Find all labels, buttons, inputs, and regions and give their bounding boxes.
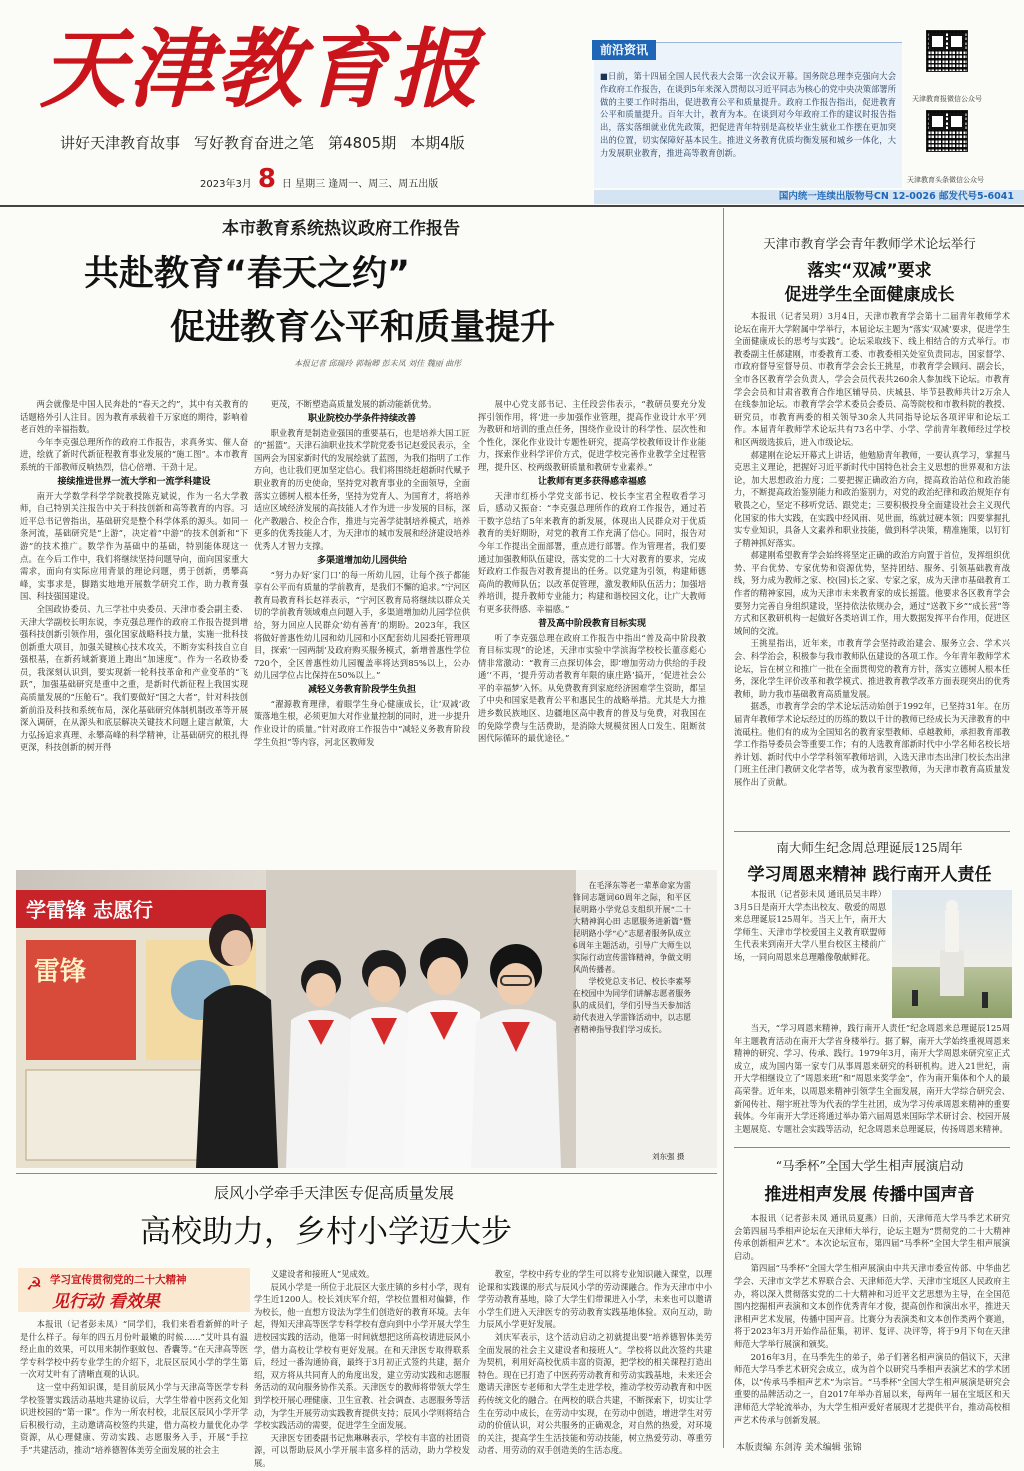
lead-column-3 [478,398,706,860]
paragraph: 职业教育是制造业强国的重要基石，也是培养大国工匠的“摇篮”。天津石油职业技术学院党委书记赵爱民表示，全国两会为国家新时代的发展绘就了蓝图，为我们指明了工作方向，也让我们更加坚定信心。我们将围绕赶超新时代赋予职业教育的历史使命，坚持党对教育事业的全面领导，全面落实立德树人根本任务，坚持为党育人、为国育才，将培养适应区域经济发展的高技能人才作为进一步发展的目标，深化产教融合、校企合作，推进与完善学徒制培养模式，培养更多的优秀技能人才，为天津市的城市发展和经济建设培养优秀人才智力支撑。 [254,427,470,551]
side1-body [734,310,1010,828]
paragraph: 2016年3月，在马季先生的弟子，弟子们著名相声演员的倡议下，天津师范大学马季艺术研究会成立，成为首个以研究马季相声表演艺术的学术团体，以“传承马季相声艺术”为宗旨。“马季杯”全国大学生相声展演是研究会重要的品牌活动之一，自2017年举办首届以来，每两年一届在宝坻区和天津师范大学轮流举办，为大学生相声爱好者展现才艺提供平台，推动高校相声艺术传承与创新发展。 [734,1351,1010,1425]
paragraph: 听了李克强总理在政府工作报告中指出“普及高中阶段教育目标实现”的论述，天津市实验中学滨海学校校长董彦彪心情非常激动：“教育三点探切体会，即‘增加劳动力供给的手段通’‘不再，‘提升劳动者教育年限的康庄路’搞开，‘促进社会公平的幸福梦’入怀。从免费教育到家庭经济困难学生资助，都呈了中央和国家是教育公平和惠民生的战略举措。尤其是大力推进乡数民族地区、边疆地区高中教育的普及与免费，对我国在的免除学费与生活费助，是消除大规模贫困人口发生、阻断贫困代际循环的最优途径。” [478,632,706,744]
poster-title: 雷锋 [34,957,87,987]
statue-illustration [892,890,1012,1018]
page-footer-credits: 本版责编 东剑涛 美术编辑 张锦 [736,1443,862,1453]
second-column-1 [20,1318,248,1455]
dateline [200,164,439,194]
caption-paragraph: 在毛泽东等老一辈革命家为雷锋同志题词60周年之际，和平区昆明路小学党总支组织开展“二十大精神润心田 志愿服务进新篇”暨昆明路小学“心”志愿者服务队成立6周年主题活动，引导广大师生以实际行动宣传雷锋精神，争做文明风尚传播者。 [573,881,691,974]
qr-label-2: 天津教育头条微信公众号 [907,176,984,184]
qr-label-1: 天津教育报微信公众号 [912,95,982,103]
subhead: 多渠道增加幼儿园供给 [316,555,407,566]
visitor [912,990,918,1006]
side1-headline-1: 落实“双减”要求 [807,261,932,281]
paragraph: “努力办好‘家门口’的每一所幼儿园，让每个孩子都能享有公平而有质量的学前教育，是我们不懈的追求。”宁河区教育局教育科长赵祥表示，“宁河区教育局将继续以群众关切的学前教育领域难点问题入手，多渠道增加幼儿园学位供给，努力回应人民群众‘幼有善育’的期盼。2023年，我区将做好普惠性幼儿园和幼儿园和小区配套幼儿园委托管理项目，探索‘一园两制’及政府购买服务模式，新增普惠性学位720个，全区普惠性幼儿园覆盖率将达到85%以上，公办幼儿园学位占比保持在50%以上。” [254,569,470,681]
page-count: 本期4版 [410,134,465,152]
teacher-body [196,985,278,1168]
side1b-headline: 学习周恩来精神 践行南开人责任 [747,865,992,885]
paragraph: 今年李克强总理所作的政府工作报告，求真务实、催人奋进，绘就了新时代新征程教育事业发展的“施工图”。本市教育系统的干部教师反响热烈，信心倍增、干劲十足。 [20,436,248,472]
paragraph: 辰风小学是一所位于北辰区大张庄镇的乡村小学，现有学生近1200人。校长刘庆军介绍，学校位置相对偏僻，作为校长，他一直想方设法为学生们创造好的教育环境。去年起，得知天津高等医学专科学校有意向到中小学开展大学生进校园实践的活动，他第一时间就想把这所高校请进辰风小学，借力高校让学校有更好发展。在和天津医专取得联系后，经过一番沟通协商，最终于3月初正式签约共建，据介绍，双方将从共同育人的角度出发，建立劳动实践和志愿服务活动的双向服务协作关系。天津医专的教师将带领大学生到学校开展心理健康、卫生宣教、社会调查、志愿服务等活动，为学生开展劳动实践教育提供支持；辰风小学则将结合学校实践活动的需要，促进学生全面发展。 [254,1281,470,1431]
statue-photo [892,890,1012,1018]
subhead: 接续推进世界一流大学和一流学科建设 [57,476,211,487]
paragraph: 天津医专团委副书记焦琳琳表示，学校有丰富的社团资源，可以帮助辰风小学开展丰富多样的活动，助力学校发展。 [254,1432,470,1468]
paragraph: 第四届“马季杯”全国大学生相声展演由中共天津市委宣传部、中华曲艺学会、天津市文学艺术界联合会、天津师范大学、天津市宝坻区人民政府主办，将以深入贯彻落实党的二十大精神和习近平文艺思想为主导，在全国范围内挖掘相声表演和文本创作优秀青年才俊，提高创作和演出水平，推进天津相声艺术发展，传播中国声音。比赛分为表演类和文本创作类两个赛道，将于2023年3月开始作品征集，初评、复评、决评等，将于9月下旬在天津师范大学举行展演和颁奖。 [734,1263,1010,1349]
subhead: 职业院校办学条件持续改善 [307,413,416,424]
qr-code-icon [926,110,968,152]
paragraph: 教室，学校中药专业的学生可以将专业知识融入课堂，以理论课和实践课的形式与辰风小学的劳动课融合。作为天津市中小学劳动教育基地，除了大学生们带课进入小学，未来也可以邀请小学生们进入天津医专的劳动教育实践基地体验。双向互动，助力辰风小学更好发展。 [478,1269,712,1330]
paragraph: 据悉，市教育学会的学术论坛活动始创于1992年，已坚持31年。在历届青年教师学术论坛经过的历练的数以千计的教师已经成长为天津教育的中流砥柱。他们有的成为全国知名的教育家型教师、卓越教师，承担教育部教学工作指导委员会等重要工作；有的人选教育部新时代中小学名师名校长培养计划、新时代中小学学科领军教师培训，入选天津市杰出津门校长杰出津门班主任津门教研文化学者等，成为教育家型教师，为天津市教育高质量发展作出了贡献。 [734,701,1010,787]
paragraph: 郝建刚希望教育学会始终将坚定正确的政治方向置于首位，发挥组织优势、平台优势、专家优势和资源优势，坚持团结、服务、引领基础教育战线，努力成为教师之家、校(园)长之家、专家之家，成为天津市基础教育工作者的精神家园，成为天津市未来教育家的成长摇篮。他要求各区教育学会要努力完善自身组织建设，坚持依法依规办会，通过“送教下乡”“成长营”等方式和区教研机构一起做好各类培训工作，用大数据发挥平台作用，促进区域间的交流。 [734,550,1010,636]
statue-pedestal [940,950,964,996]
paragraph: 本报讯（记者彭未凤 通讯员夏燕）日前，天津师范大学马季艺术研究会第四届马季相声论坛在天津师大举行，论坛主题为“贯彻党的二十大精神 传承创新相声艺术”。本次论坛宣布，第四届“马季杯”全国大学生相声展演启动。 [734,1213,1010,1261]
paragraph: “濯源教育理律，着眼学生身心健康成长，让‘双减’政策落地生根，必须更加大对作业量控制的同时，进一步提升作业设计的质量。”针对政府工作报告中“减轻义务教育阶段学生负担”等内容，河北区教师发 [254,698,470,747]
issn-bar: 国内统一连续出版物号CN 12-0026 邮发代号5-6041 [594,190,1024,204]
lead-column-1 [20,398,248,860]
caption-paragraph: 学校党总支书记、校长李素琴在校园中为同学们讲解志愿者服务队的成员们，学们引导当天参加活动代表进入学雷锋活动中，以志愿者精神指导我们学习成长。 [573,977,691,1034]
photo-caption [573,880,691,1036]
side1-headline-2: 促进学生全面健康成长 [784,285,955,305]
masthead-slogan [60,132,479,153]
second-column-2 [254,1268,470,1468]
paragraph: 天津市红桥小学党支部书记、校长李宝君全程收看学习后，感动又振奋：“李克强总理所作的政府工作报告，通过若干数字总结了5年来教育的新发展，体现出人民群众对于优质教育的美好期盼，对党的教育工作充满了信心。同时，报告对今年工作提出全面部署，重点进行部署。作为管理者，我们要通过加强教师队伍建设，落实党的二十大对教育的要求，完成好政府工作报告对教育提出的任务。以党建为引领，构建师德高尚的教师队伍；以改革促管理，激发教师队伍活力；加强培养培训，提升教师专业能力；构建和谐校园文化，让广大教师有更多获得感、幸福感。” [478,490,706,614]
teacher-face [221,930,251,966]
board-banner-text: 学雷锋 志愿行 [26,898,153,922]
subhead: 普及高中阶段教育目标实现 [537,618,646,629]
paragraph: 本报讯（记者彭未凤）“同学们，我们来看看新鲜的叶子是什么样子。每年的四五月份叶最嫩的时候……”艾叶具有温经止血的效果，可以用来制作驱蚊包、香囊等。”在天津高等医学专科学校中药专业学生的介绍下，北辰区辰风小学的学生第一次对艾叶有了清晰直观的认识。 [20,1319,248,1380]
slogan-1: 讲好天津教育故事 [60,134,181,152]
party-emblem-icon: ☭ [26,1274,43,1295]
paragraph: 这一堂中药知识课，是目前辰风小学与天津高等医学专科学校签署实践活动基地共建协议后，大学生带着中医药文化知识进校园的“第一课”。作为一所农村校，北辰区辰风小学开学后积极行动，主动邀请高校签约共建，借力高校力量优化办学资源，从心理健康、劳动实践、志愿服务入手，开展“手拉手”共建活动，推动“培养德智体美劳全面发展的社会主 [20,1381,248,1455]
news-brief-text: ■日前，第十四届全国人民代表大会第一次会议开幕。国务院总理李克强向大会作政府工作报告，在谈到5年来深入贯彻以习近平同志为核心的党中央决策部署所做的主要工作时指出，促进教育公平和质量提升。政府工作报告指出，促进教育公平和质量提升。百年大计，教育为本。在谈到对今年政府工作的建议时报告指出，落实落细就业优先政策，把促进青年特别是高校毕业生就业工作摆在更加突出的位置，切实保障好基本民生。推进义务教育优质均衡发展和城乡一体化，大力发展职业教育，推进高等教育创新。 [600,71,896,158]
paragraph: 义建设者和接班人”见成效。 [270,1269,375,1279]
side2-body [734,1212,1010,1434]
photo-credit: 刘东强 摄 [652,1152,685,1161]
second-kicker: 辰风小学牵手天津医专促高质量发展 [214,1184,455,1202]
column-banner [18,1268,250,1312]
paragraph: 王挑星指出，近年来，市教育学会坚持政治建会、服务立会、学术兴会、科学治会，积极参与我市教师队伍建设的各项工作。今年青年教师学术论坛，旨在树立和推广一批在全面贯彻党的教育方针，落实立德树人根本任务，深化学生评价改革和教学模式、推进教育教学改革方面表现突出的优秀教师，助力我市基础教育高质量发展。 [734,638,1010,699]
paragraph: 当天，“学习周恩来精神，践行南开人责任”纪念周恩来总理诞辰125周年主题教育活动在南开大学省身楼举行。据了解，南开大学始终重视周恩来精神的研究、学习、传承、践行。1979年3月，南开大学周恩来研究室正式成立，成为国内第一家专门从事周恩来研究的科研机构。进入21世纪，南开大学相继设立了“周恩来班”和“周恩来奖学金”，作为南开集体和个人的最高荣誉。近年来，以周恩来精神引领学生全面发展，南开大学综合研究会、新闻传社、翔宇班社等为代表的学生社团，成为学习传承周恩来精神的重要载体。今年南开大学还将通过举办第六届周恩来国际学术研讨会、校园开展主题展览、专题社会实践等活动，纪念周恩来总理诞辰，传扬周恩来精神。 [734,1023,1010,1134]
date-suffix: 日 星期三 逢周一、周三、周五出版 [281,179,439,190]
lead-byline: 本报记者 邱瑞玲 郭翰卿 彭未凤 刘佳 魏丽 曲彤 [294,359,462,368]
side1b-body-b [734,1022,1010,1140]
column-banner-line1: 学习宣传贯彻党的二十大精神 [50,1274,187,1286]
lead-headline-1: 共赴教育“春天之约” [84,254,411,294]
column-banner-line2: 见行动 看效果 [52,1292,160,1312]
lead-column-2 [254,398,470,860]
issue-number: 第4805期 [328,134,397,152]
paragraph: 更茂，不断塑造高质量发展的新动能新优势。 [270,399,437,409]
lead-kicker: 本市教育系统热议政府工作报告 [222,219,460,239]
qr-code-icon [926,30,968,72]
paragraph: 全国政协委员、九三学社中央委员、天津市委会副主委、天津大学副校长明东说，李克强总理作的政府工作报告提到增强科技创新引领作用，强化国家战略科技力量，实施一批科技创新重大项目，加强关键核心技术攻关，不断夯实科技自立自强根基，在新药域新赛道上跑出“加速度”。作为一名政协委员，我深刻认识到，要实现新一轮科技革命和产业变革的“飞跃”，加强基础研究是重中之重，是新时代新征程上我国实现高质量发展的“压舱石”。我们要做好“国之大者”，针对科技创新前沿及科技和系统布局，深化基础研究体制机制改革等开展深入调研，在从源头和底层解决关键技术问题上建言献策，大力弘扬追求真理、永攀高峰的科学精神，让基础研究的根扎得更深，科技创新的树开得 [20,603,248,753]
statue-figure [945,910,959,952]
side1-kicker: 天津市教育学会青年教师学术论坛举行 [763,236,976,251]
paragraph: 南开大学数学科学学院教授陈克斌说，作为一名大学教师，自己特别关注报告中关于科技创新和高等教育的内容。习近平总书记曾指出，基础研究是整个科学体系的源头。如同一条河流，基础研究是“上游”，决定着“中游”的技术创新和“下游”的技术推广。数学作为基础中的基础，特别能体现这一点。在今后工作中，我们将继续坚持问题导向，面向国家重大需求，面向有实际应用背景的理论问题，勇于创新，勇攀高峰，实事求是，脚踏实地地开展数学研究工作，助力教育强国、科技强国建设。 [20,490,248,602]
side2-headline: 推进相声发展 传播中国声音 [764,1185,975,1205]
slogan-2: 写好教育奋进之笔 [194,134,315,152]
date-day: 8 [257,164,276,194]
paragraph: 本报讯（记者吴玥）3月4日，天津市教育学会第十二届青年教师学术论坛在南开大学附属中学举行，本届论坛主题为“落实‘双减’要求，促进学生全面健康成长的思考与实践”。论坛采取线下、线上相结合的方式举行。市教委副主任郝建刚，市委教育工委、市教委相关处室负责同志，国家督学、市政府督导室督导员、市教育学会会长王挑星，市教育学会顾问、副会长，全市各区教育学会负责人，学会会员代表共260余人参加线下论坛。市教育学会会员和甘肃省教育合作地区辅导员、庆城县、毕节县教师共计2万余人在线参加论坛。市教育学会学术委员会委员、高等院校和市教科院的教授、研究员，市教育两委的相关领导30余人共同指导论坛各项评审和论坛工作。本届青年教师学术论坛共有73名中学、小学、学前青年教师经过学校和区两级选拔后，进入市级论坛。 [734,311,1010,447]
second-headline: 高校助力，乡村小学迈大步 [140,1214,512,1250]
side1b-body-a [734,888,886,1020]
masthead-title: 天津教育报 [40,19,480,120]
news-brief-tab: 前沿资讯 [592,40,656,60]
paragraph: 本报讯（记者彭未凤 通讯员吴丰晔）3月5日是南开大学杰出校友、敬爱的周恩来总理诞辰125周年。当天上午，南开大学师生、天津市学校爱国主义教育联盟师生代表来到南开大学八里台校区主楼前广场，一同向周恩来总理雕像敬献鲜花。 [734,889,886,962]
paragraph: 两会就像是中国人民奔赴的“春天之约”，其中有关教育的话题格外引人注目。因为教育承载着千万家庭的期待，影响着老百姓的幸福指数。 [20,399,248,435]
lead-headline-2: 促进教育公平和质量提升 [170,308,556,348]
date-prefix: 2023年3月 [200,179,252,190]
subhead: 让教师有更多获得感幸福感 [537,476,646,487]
statue-head [946,900,958,912]
paragraph: 展中心党支部书记、主任段尝伟表示，“教研员要充分发挥引领作用，将‘进一步加强作业管理，提高作业设计水平’列为教研和培训的重点任务，围绕作业设计的科学性、层次性和个性化，深化作业设计专题性研究，提高学校教师设计作业能力，探索作业科学评价方式，促进学校完善作业教学全过程管理，提升区、校两级教研质量和教研专业素养。” [478,399,706,472]
side2-kicker: “马季杯”全国大学生相声展演启动 [775,1158,964,1173]
paragraph: 郝建刚在论坛开幕式上讲话，他勉励青年教师，一要认真学习，掌握马克思主义理论，把握好习近平新时代中国特色社会主义思想的世界观和方法论，加大思想政治力度；二要把握正确政治方向，提高政治站位和政治能力，不断提高政治鉴别能力和政治鉴别力，对党的政治纪律和政治规矩存有敬畏之心，坚定不移听党话、跟党走；三要积极投身全面建设社会主义现代化国家的伟大实践，在实践中经风雨、见世面，练就过硬本领；四要掌握扎实专业知识，具备人文素养和职业技能，做到科学决策，精准施策，以钉钉子精神抓好落实。 [734,449,1010,548]
second-column-3 [478,1268,712,1456]
subhead: 减轻义务教育阶段学生负担 [307,684,416,695]
visitor [982,992,988,1008]
paragraph: 刘庆军表示，这个活动启动之初就提出要“培养德智体美劳全面发展的社会主义建设者和接班人”。学校将以此次签约共建为契机，利用好高校优质丰富的资源，把学校的相关课程打造出特色。现在已打造了中医药劳动教育和劳动实践基地，未来还会邀请天津医专老师和大学生走进学校，推动学校劳动教育和中医药传统文化的融合。在两校的联合共建，不断探索下，切实让学生在劳动中成长，在劳动中实现，在劳动中创造，增进学生对劳动的价值认识，对公共服务的正确观念，对自然的热爱，对环境的关注，提高学生生活技能和劳动技能，树立热爱劳动、尊重劳动者、用劳动的双手创造美的生活态度。 [478,1331,712,1456]
side1b-kicker: 南大师生纪念周总理诞辰125周年 [776,840,963,855]
